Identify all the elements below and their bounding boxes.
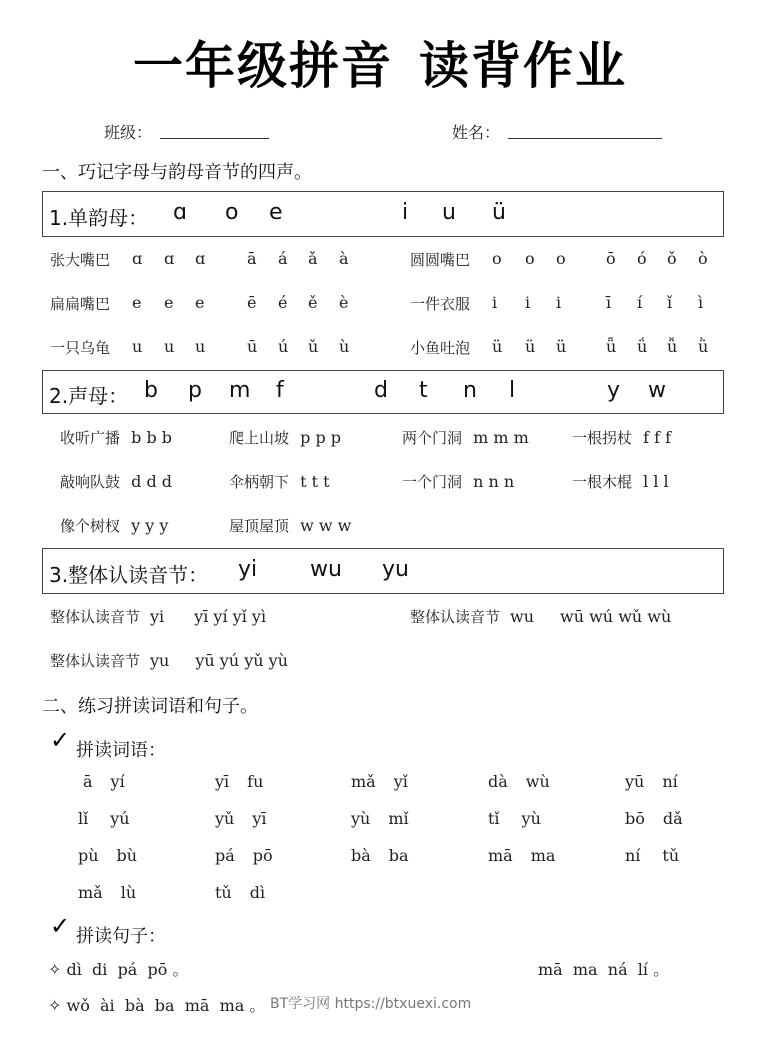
vowel-row-v: 小鱼吐泡 — [410, 339, 471, 357]
vowel-letter: e — [269, 200, 283, 225]
class-label: 班级： — [104, 123, 153, 142]
word-item: pù bù — [78, 846, 138, 865]
box1-label: 1.单韵母： — [49, 206, 149, 230]
word-item: tǐ yù — [488, 809, 541, 828]
section1-heading: 一、巧记字母与韵母音节的四声。 — [42, 162, 312, 183]
initial-letter: w — [648, 378, 666, 403]
check-icon: ✓ — [50, 912, 71, 940]
initial-item-b: 收听广播 b b b — [60, 428, 173, 447]
initial-item-n: 一个门洞 n n n — [402, 472, 515, 491]
syllable-row-yi: 整体认读音节 yi yī yí yǐ yì — [50, 607, 267, 626]
page-title — [0, 26, 760, 98]
sentence-1: ✧ dì di pá pō 。 — [48, 960, 189, 979]
initial-item-d: 敲响队鼓 d d d — [60, 472, 173, 491]
word-item: pá pō — [215, 846, 273, 865]
vowel-row-i: 一件衣服 — [410, 295, 471, 313]
word-item: ní tǔ — [625, 846, 680, 865]
check-icon: ✓ — [50, 726, 71, 754]
word-item: tǔ dì — [215, 883, 266, 902]
word-item: ā yí — [83, 772, 125, 791]
syllable-letter: wu — [310, 557, 342, 582]
initial-item-p: 爬上山坡 p p p — [229, 428, 342, 447]
initial-letter: l — [509, 378, 516, 403]
vowel-row-a: 张大嘴巴 — [50, 251, 111, 269]
initial-item-f: 一根拐杖 f f f — [572, 428, 672, 447]
single-vowels-box — [42, 191, 724, 237]
word-item: yǔ yī — [215, 809, 267, 828]
syllable-row-wu: 整体认读音节 wu wū wú wǔ wù — [410, 607, 672, 626]
initial-item-t: 伞柄朝下 t t t — [229, 472, 330, 491]
name-field[interactable] — [508, 138, 662, 139]
word-item: yù mǐ — [351, 809, 409, 828]
word-item: lǐ yú — [78, 809, 130, 828]
box3-label: 3.整体认读音节： — [49, 563, 209, 587]
vowel-letter: ɑ — [173, 200, 187, 225]
initial-letter: b — [144, 378, 158, 403]
initial-letter: d — [374, 378, 388, 403]
sparkle-icon: ✧ — [48, 960, 62, 979]
initials-box — [42, 370, 724, 414]
initial-letter: m — [229, 378, 251, 403]
initial-letter: y — [607, 378, 621, 403]
box2-label: 2.声母： — [49, 384, 129, 408]
title-part1: 一年级拼音 — [133, 37, 393, 95]
initial-letter: n — [463, 378, 477, 403]
watermark: BT学习网 https://btxuexi.com — [270, 993, 471, 1013]
vowel-row-e: 扁扁嘴巴 — [50, 295, 111, 313]
word-item: mǎ yǐ — [351, 772, 408, 791]
initial-letter: p — [188, 378, 202, 403]
syllable-letter: yu — [382, 557, 409, 582]
initial-item-l: 一根木棍 l l l — [572, 472, 669, 491]
class-field[interactable] — [160, 138, 269, 139]
initial-item-m: 两个门洞 m m m — [402, 428, 529, 447]
words-heading: 拼读词语： — [76, 740, 166, 761]
word-item: mǎ lù — [78, 883, 137, 902]
syllable-letter: yi — [238, 557, 258, 582]
name-label: 姓名： — [452, 123, 501, 142]
section2-heading: 二、练习拼读词语和句子。 — [42, 696, 258, 717]
sentences-heading: 拼读句子： — [76, 926, 166, 947]
initial-item-y: 像个树杈 y y y — [60, 516, 169, 535]
vowel-row-o: 圆圆嘴巴 — [410, 251, 471, 269]
word-item: yī fu — [215, 772, 264, 791]
title-part2: 读背作业 — [419, 37, 627, 95]
word-item: bà ba — [351, 846, 409, 865]
word-item: bō dǎ — [625, 809, 683, 828]
vowel-row-u: 一只乌龟 — [50, 339, 111, 357]
initial-letter: t — [419, 378, 428, 403]
vowel-letter: i — [402, 200, 409, 225]
word-item: mā ma — [488, 846, 556, 865]
word-item: dà wù — [488, 772, 550, 791]
sentence-2: ✧ wǒ ài bà ba mā ma 。 — [48, 996, 266, 1015]
vowel-letter: u — [442, 200, 456, 225]
vowel-letter: ü — [492, 200, 506, 225]
syllable-row-yu: 整体认读音节 yu yū yú yǔ yù — [50, 651, 288, 670]
sparkle-icon: ✧ — [48, 996, 62, 1015]
word-item: yū ní — [625, 772, 678, 791]
whole-syllables-box — [42, 548, 724, 594]
sentence-1-continued: mā ma ná lí 。 — [538, 960, 670, 979]
initial-item-w: 屋顶屋顶 w w w — [229, 516, 352, 535]
vowel-letter: o — [225, 200, 239, 225]
initial-letter: f — [276, 378, 284, 403]
